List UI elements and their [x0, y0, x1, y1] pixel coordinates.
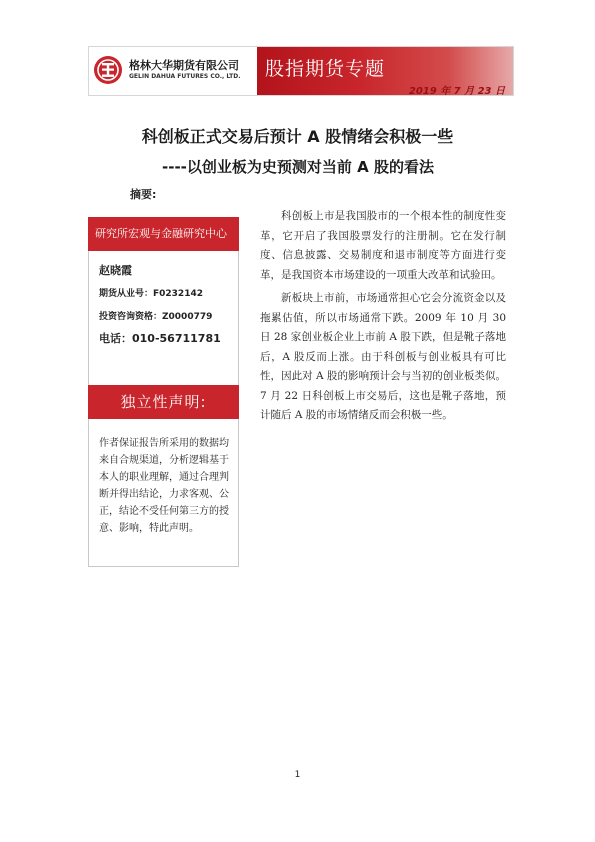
body-paragraph: 科创板上市是我国股市的一个根本性的制度性变革，它开启了我国股票发行的注册制。它在发行制度、信息披露、交易制度和退市制度等方面进行变革，是我国资本市场建设的一项重大改革和试验田。 [260, 210, 506, 281]
page-number: 1 [294, 770, 301, 780]
consulting-license: 投资咨询资格：Z0000779 [99, 312, 213, 322]
author-name: 赵晓霞 [99, 264, 132, 277]
body-paragraph: 新板块上市前，市场通常担心它会分流资金以及拖累估值，所以市场通常下跌。2009 年 10 月 30 日 28 家创业板企业上市前 A 股下跌，但是靴子落地后，A 股反而上涨。由于科创板与创业板具有可比性，因此对 A 股的影响预计会与当初的创业板类似。7 月 22 日科创板上市交易后，这也是靴子落地，预计随后 A 股的市场情绪反而会积极一些。 [260, 292, 506, 421]
banner-title: 股指期货专题 [265, 58, 386, 80]
company-name-en: GELIN DAHUA FUTURES CO., LTD. [129, 73, 241, 80]
practice-license: 期货从业号：F0232142 [99, 289, 203, 299]
report-title: 科创板正式交易后预计 A 股情绪会积极一些 [141, 127, 454, 146]
header-banner [257, 47, 513, 95]
author-phone: 电话：010-56711781 [99, 332, 221, 345]
company-name-cn: 格林大华期货有限公司 [129, 59, 239, 72]
author-sidebar [88, 217, 239, 567]
report-subtitle: ----以创业板为史预测对当前 A 股的看法 [162, 158, 434, 176]
declaration-text: 作者保证报告所采用的数据均来自合规渠道，分析逻辑基于本人的职业理解，通过合理判断并得出结论，力求客观、公正，结论不受任何第三方的授意、影响，特此声明。 [99, 438, 229, 534]
report-header [88, 46, 514, 96]
company-logo [93, 53, 253, 91]
report-body [260, 207, 506, 430]
company-logo-icon [93, 55, 123, 85]
report-date: 2019 年 7 月 23 日 [408, 86, 505, 97]
research-center-heading: 研究所宏观与金融研究中心 [88, 217, 239, 251]
abstract-label: 摘要: [130, 188, 157, 201]
declaration-heading: 独立性声明: [88, 385, 239, 419]
